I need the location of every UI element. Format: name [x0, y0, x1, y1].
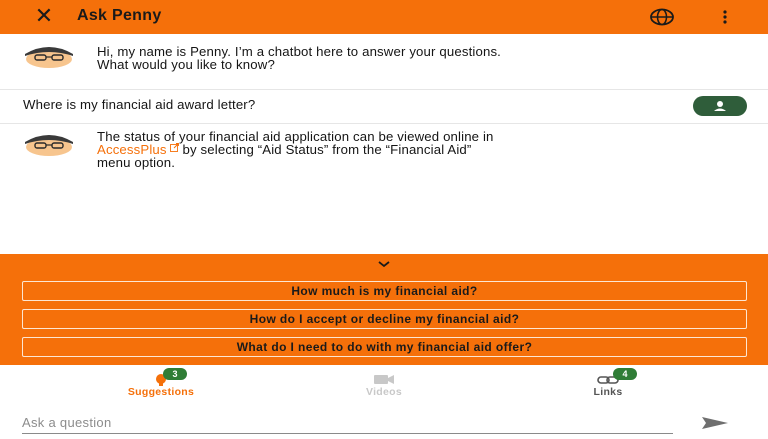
- chevron-down-icon[interactable]: [376, 259, 392, 269]
- suggestions-badge: 3: [163, 368, 187, 380]
- question-input-row: [0, 403, 768, 439]
- bot-message-line: Hi, my name is Penny. I’m a chatbot here to answer your questions.: [97, 44, 501, 59]
- question-input[interactable]: [22, 412, 673, 434]
- divider: [0, 123, 768, 124]
- suggestions-panel: [0, 254, 768, 365]
- suggestion-button[interactable]: How much is my financial aid?: [22, 281, 747, 301]
- bot-message: [97, 130, 494, 169]
- penny-avatar: [22, 42, 76, 68]
- tab-links[interactable]: [543, 365, 673, 403]
- app-title: Ask Penny: [77, 7, 162, 24]
- video-icon: [372, 373, 396, 387]
- penny-avatar: [22, 130, 76, 156]
- suggestion-button[interactable]: How do I accept or decline my financial aid?: [22, 309, 747, 329]
- bot-message-line: The status of your financial aid application can be viewed online in: [97, 129, 494, 144]
- tab-label: Videos: [365, 386, 403, 398]
- app-header: [0, 0, 768, 34]
- tab-label: Links: [593, 386, 623, 398]
- send-icon[interactable]: [700, 415, 730, 431]
- bot-message: [97, 45, 501, 71]
- bot-message-text: by selecting “Aid Status” from the “Financial Aid”: [178, 142, 472, 157]
- external-link-icon[interactable]: [170, 143, 179, 152]
- user-icon: [693, 96, 747, 116]
- accessplus-link[interactable]: AccessPlus: [97, 142, 167, 157]
- tab-videos[interactable]: [319, 365, 449, 403]
- bottom-tabs: [0, 365, 768, 403]
- tab-label: Suggestions: [127, 386, 195, 398]
- bot-message-line: What would you like to know?: [97, 57, 275, 72]
- chat-area[interactable]: [0, 34, 768, 254]
- user-message: Where is my financial aid award letter?: [23, 97, 256, 112]
- close-icon[interactable]: ✕: [34, 3, 54, 28]
- user-avatar: [693, 96, 747, 116]
- tab-suggestions[interactable]: [96, 365, 226, 403]
- globe-icon[interactable]: [649, 6, 675, 28]
- more-vertical-icon[interactable]: [715, 6, 735, 28]
- divider: [0, 89, 768, 90]
- bot-message-line: menu option.: [97, 155, 176, 170]
- links-badge: 4: [613, 368, 637, 380]
- suggestion-button[interactable]: What do I need to do with my financial aid offer?: [22, 337, 747, 357]
